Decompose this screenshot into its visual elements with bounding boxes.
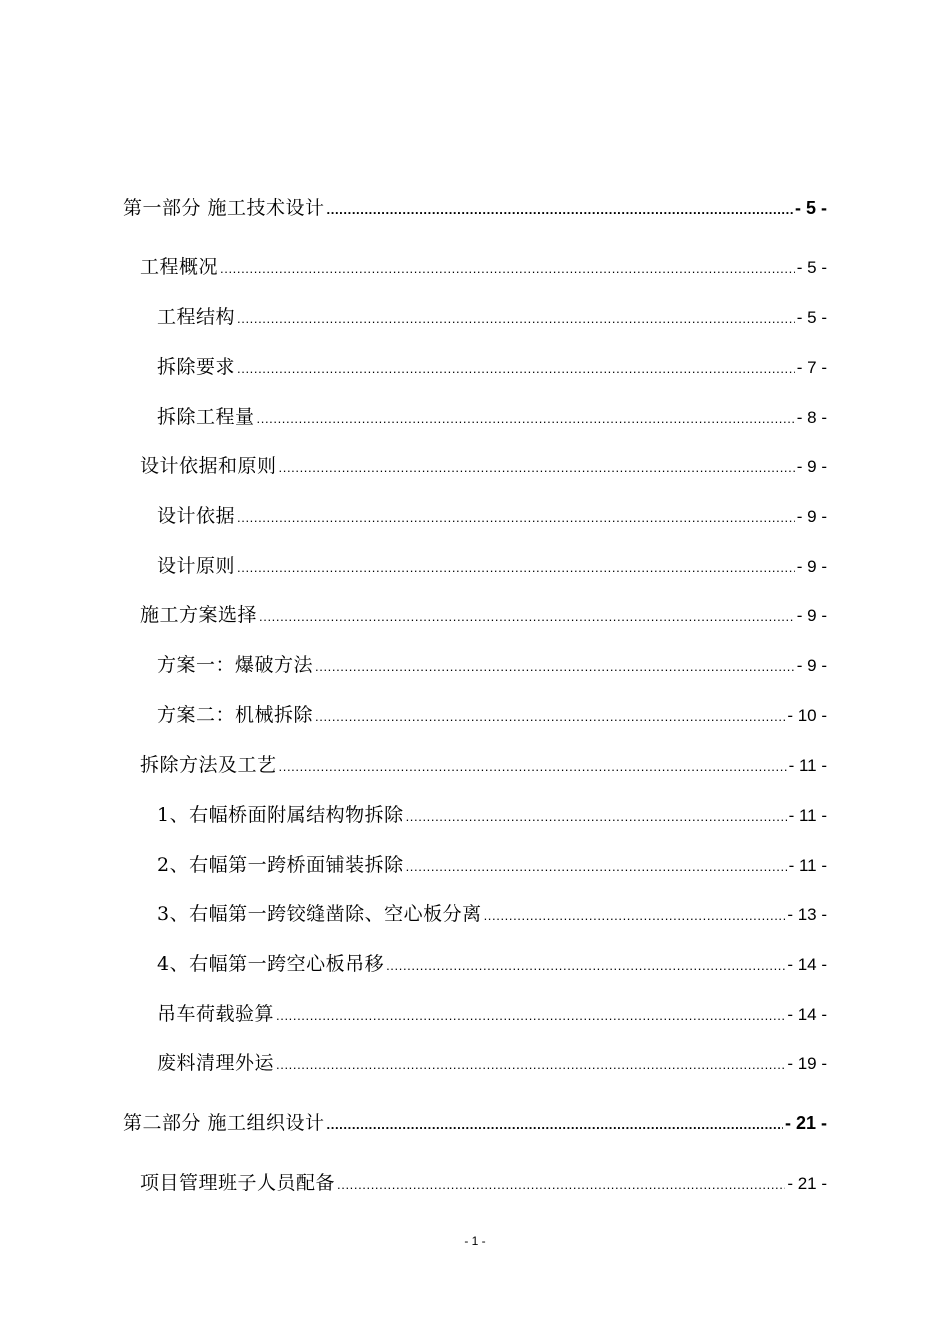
toc-entry-page: - 8 - [796, 408, 827, 427]
toc-entry-page: - 9 - [796, 457, 827, 476]
toc-entry-page: - 9 - [796, 606, 827, 625]
toc-dot-leader [237, 306, 795, 332]
toc-dot-leader [337, 1172, 785, 1198]
page-number: - 1 - [464, 1234, 486, 1248]
toc-dot-leader [237, 505, 795, 531]
toc-entry[interactable] [157, 951, 827, 979]
toc-entry-page: - 9 - [796, 507, 827, 526]
toc-entry[interactable] [140, 453, 827, 481]
toc-entry-title: 拆除要求 [157, 356, 236, 378]
toc-dot-leader [220, 256, 795, 282]
toc-entry-page: - 5 - [794, 198, 827, 218]
toc-entry-page: - 10 - [787, 706, 827, 725]
toc-dot-leader [279, 754, 787, 780]
toc-entry-title: 工程结构 [157, 306, 236, 328]
toc-dot-leader [279, 455, 795, 481]
toc-entry-title: 拆除工程量 [157, 406, 255, 428]
toc-entry-title: 废料清理外运 [157, 1052, 275, 1074]
toc-entry-part-1[interactable] [123, 195, 827, 223]
toc-entry-page: - 5 - [796, 258, 827, 277]
toc-entry-page: - 13 - [787, 905, 827, 924]
toc-entry-title: 吊车荷载验算 [157, 1003, 275, 1025]
toc-entry-title: 拆除方法及工艺 [140, 754, 277, 776]
toc-dot-leader [484, 903, 786, 929]
toc-dot-leader [315, 704, 785, 730]
toc-entry-title: 第二部分 施工组织设计 [123, 1112, 325, 1134]
toc-entry[interactable] [157, 553, 827, 581]
toc-entry-page: - 11 - [788, 806, 827, 825]
toc-entry[interactable] [140, 254, 827, 282]
toc-entry-title: 施工方案选择 [140, 604, 258, 626]
toc-entry[interactable] [140, 1170, 827, 1198]
toc-entry-page: - 21 - [784, 1113, 827, 1133]
toc-dot-leader [237, 555, 795, 581]
toc-entry[interactable] [157, 702, 827, 730]
toc-entry-page: - 14 - [787, 955, 827, 974]
toc-entry-title: 方案一：爆破方法 [157, 654, 314, 676]
toc-entry[interactable] [157, 354, 827, 382]
toc-entry-page: - 11 - [788, 856, 827, 875]
toc-entry-page: - 5 - [796, 308, 827, 327]
toc-dot-leader [276, 1052, 785, 1078]
toc-dot-leader [237, 356, 795, 382]
toc-entry-title: 3、右幅第一跨铰缝凿除、空心板分离 [157, 903, 482, 925]
toc-dot-leader [327, 197, 793, 223]
toc-dot-leader [406, 804, 787, 830]
toc-entry[interactable] [157, 802, 827, 830]
toc-entry[interactable] [157, 404, 827, 432]
toc-entry[interactable] [140, 602, 827, 630]
toc-dot-leader [406, 854, 787, 880]
toc-entry-title: 4、右幅第一跨空心板吊移 [157, 953, 385, 975]
toc-entry-page: - 19 - [787, 1054, 827, 1073]
toc-entry[interactable] [157, 304, 827, 332]
toc-entry[interactable] [157, 503, 827, 531]
toc-entry[interactable] [157, 1050, 827, 1078]
toc-entry-part-2[interactable] [123, 1110, 827, 1138]
toc-entry[interactable] [157, 1001, 827, 1029]
toc-entry-title: 1、右幅桥面附属结构物拆除 [157, 804, 404, 826]
toc-dot-leader [259, 604, 795, 630]
toc-entry-title: 设计依据和原则 [140, 455, 277, 477]
toc-entry[interactable] [157, 852, 827, 880]
toc-entry-page: - 9 - [796, 656, 827, 675]
toc-entry-page: - 11 - [788, 756, 827, 775]
toc-entry-title: 2、右幅第一跨桥面铺装拆除 [157, 854, 404, 876]
toc-dot-leader [276, 1003, 785, 1029]
toc-entry[interactable] [157, 652, 827, 680]
toc-entry-page: - 14 - [787, 1005, 827, 1024]
page-footer [0, 1234, 950, 1248]
toc-entry-page: - 21 - [787, 1174, 827, 1193]
toc-entry-title: 工程概况 [140, 256, 219, 278]
toc-entry-page: - 9 - [796, 557, 827, 576]
toc-dot-leader [257, 406, 795, 432]
toc-dot-leader [315, 654, 795, 680]
toc-entry-title: 设计依据 [157, 505, 236, 527]
toc-dot-leader [386, 953, 785, 979]
toc-entry[interactable] [157, 901, 827, 929]
toc-dot-leader [327, 1112, 783, 1138]
toc-entry-title: 第一部分 施工技术设计 [123, 197, 325, 219]
toc-entry-title: 项目管理班子人员配备 [140, 1172, 336, 1194]
toc-entry-title: 方案二：机械拆除 [157, 704, 314, 726]
toc-entry-title: 设计原则 [157, 555, 236, 577]
toc-entry[interactable] [140, 752, 827, 780]
toc-entry-page: - 7 - [796, 358, 827, 377]
